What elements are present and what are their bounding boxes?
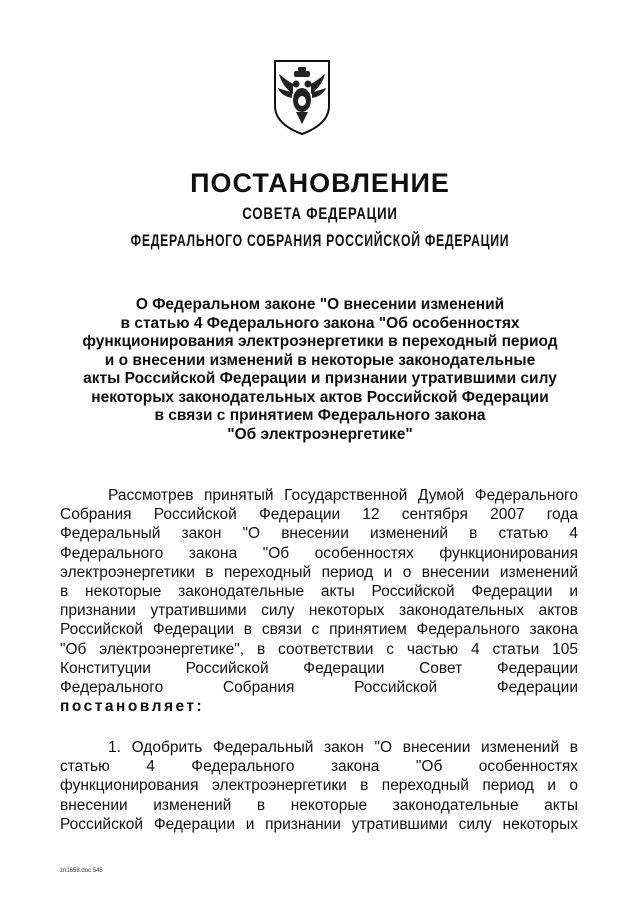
text-line: функционирования электроэнергетики в переходный период и о xyxy=(60,777,578,795)
preamble-paragraph xyxy=(60,486,578,716)
subject-line: и о внесении изменений в некоторые законодательные xyxy=(104,351,536,369)
text-line: "Об электроэнергетике", в соответствии с частью 4 статьи 105 xyxy=(60,640,578,658)
text-line: в некоторые законодательные акты Российской Федерации и xyxy=(60,583,578,601)
text-line: признании утратившими силу некоторых законодательных актов xyxy=(60,602,578,620)
text-line: Федеральный закон "О внесении изменений в статью 4 xyxy=(60,525,578,543)
point-1-paragraph xyxy=(60,738,578,834)
text-line: Конституции Российской Федерации Совет Федерации xyxy=(60,659,578,677)
text-line: статью 4 Федерального закона "Об особенностях xyxy=(60,758,578,776)
subject-line: акты Российской Федерации и признании утратившими силу xyxy=(83,370,557,387)
subject-line: некоторых законодательных актов Российской Федерации xyxy=(91,388,549,406)
subject-line: "Об электроэнергетике" xyxy=(227,425,413,443)
text-line: 1. Одобрить Федеральный закон "О внесении изменений в xyxy=(108,739,578,756)
document-subject xyxy=(60,296,580,444)
text-line: внесении изменений в некоторые законодательные акты xyxy=(60,796,578,814)
text-line: электроэнергетики в переходный период и о внесении изменений xyxy=(60,563,578,581)
coat-of-arms-emblem xyxy=(272,58,332,136)
text-line: Федерального закона "Об особенностях функционирования xyxy=(60,544,578,562)
document-type-title: ПОСТАНОВЛЕНИЕ xyxy=(190,168,450,198)
issuer-line-1: СОВЕТА ФЕДЕРАЦИИ xyxy=(242,204,398,223)
issuer-line-2: ФЕДЕРАЛЬНОГО СОБРАНИЯ РОССИЙСКОЙ ФЕДЕРАЦИИ xyxy=(130,231,510,250)
resolution-word: постановляет: xyxy=(60,698,205,716)
subject-line: в статью 4 Федерального закона "Об особенностях xyxy=(120,314,520,332)
text-line: Рассмотрев принятый Государственной Думой Федерального xyxy=(108,487,578,504)
subject-line: функционирования электроэнергетики в переходный период xyxy=(82,333,558,350)
text-line: Российской Федерации в связи с принятием Федерального закона xyxy=(60,621,578,639)
subject-line: в связи с принятием Федерального закона xyxy=(154,407,486,424)
document-code-footer: zn1658.doc 545 xyxy=(60,868,103,874)
text-line: Собрания Российской Федерации 12 сентября 2007 года xyxy=(60,506,578,524)
text-line: Российской Федерации и признании утратившими силу некоторых xyxy=(60,815,578,833)
text-line: Федерального Собрания Российской Федерации xyxy=(60,679,578,697)
subject-line: О Федеральном законе "О внесении изменений xyxy=(135,296,505,313)
